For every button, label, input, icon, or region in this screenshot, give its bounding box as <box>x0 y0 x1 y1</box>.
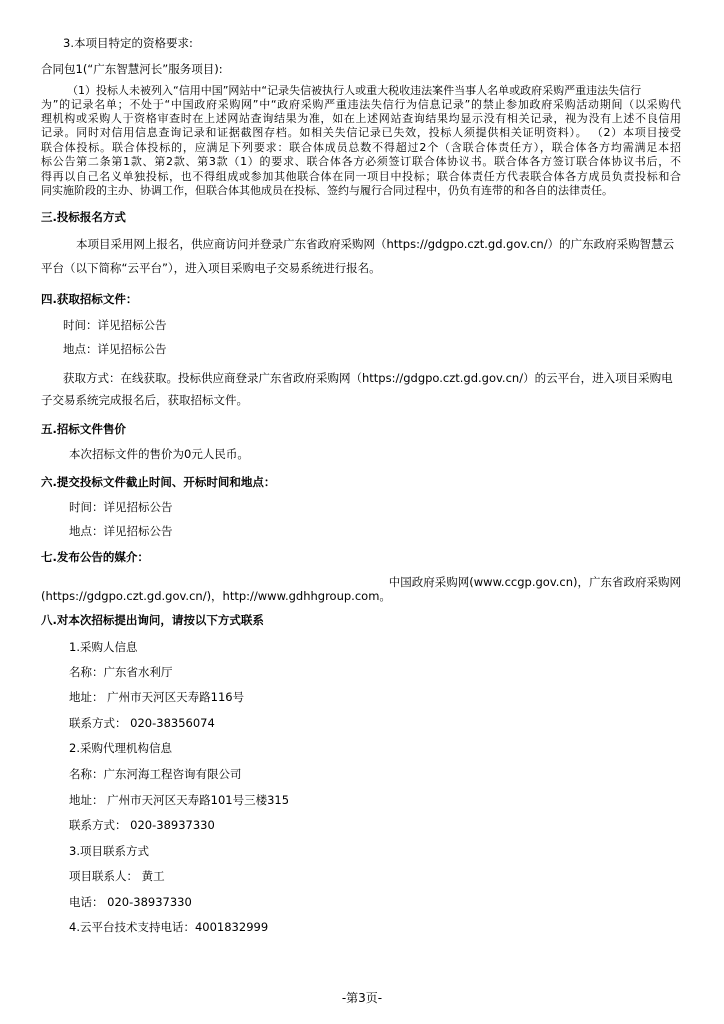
media-line: (https://gdgpo.czt.gd.gov.cn/)，http://www.gdhhgroup.com。 <box>41 589 391 603</box>
requirement-line: 同实施阶段的主办、协调工作，但联合体其他成员在投标、签约与履行合同过程中，仍负有连带的和各自的法律责任。 <box>41 184 613 197</box>
docs-method: 获取方式：在线获取。投标供应商登录广东省政府采购网（https://gdgpo.czt.gd.gov.cn/）的云平台，进入项目采购电 <box>63 371 673 385</box>
purchaser-name: 名称：广东省水利厅 <box>69 665 173 679</box>
requirement-line: 理机构或采购人于资格审查时在上述网站查询结果为准，如在上述网站查询结果均显示没有相关记录，视为没有上述不良信用 <box>41 112 681 125</box>
doc-price: 本次招标文件的售价为0元人民币。 <box>69 447 249 461</box>
agency-phone: 联系方式： 020-38937330 <box>69 818 215 832</box>
section-7-heading: 七.发布公告的媒介： <box>41 550 149 564</box>
contract-package: 合同包1(“广东智慧河长”服务项目): <box>41 62 223 76</box>
requirement-line: 为”的记录名单；不处于“中国政府采购网”中“政府采购严重违法失信行为信息记录”的禁止参加政府采购活动期间（以采购代 <box>41 98 681 111</box>
purchaser-title: 1.采购人信息 <box>69 640 138 654</box>
section-3-heading: 三.投标报名方式 <box>41 210 126 224</box>
section-8-heading: 八.对本次招标提出询问，请按以下方式联系 <box>41 613 264 627</box>
cloud-support-phone: 4.云平台技术支持电话：4001832999 <box>69 920 269 934</box>
requirement-line: 记录。同时对信用信息查询记录和证据截图存档。如相关失信记录已失效，投标人须提供相关证明资料）。 （2）本项目接受 <box>41 126 681 139</box>
project-contact-person: 项目联系人： 黄工 <box>69 869 165 883</box>
requirement-line: 联合体投标。联合体投标的，应满足下列要求：联合体成员总数不得超过2个（含联合体责任方），联合体各方均需满足本招 <box>41 141 681 154</box>
page-number: -第3页- <box>341 991 383 1005</box>
requirement-line: 标公告第二条第1款、第2款、第3款（1）的要求、联合体各方必须签订联合体协议书。联合体各方签订联合体协议书后，不 <box>41 155 681 168</box>
submission-place: 地点：详见招标公告 <box>69 524 173 538</box>
submission-time: 时间：详见招标公告 <box>69 500 173 514</box>
registration-text: 平台（以下简称“云平台”），进入项目采购电子交易系统进行报名。 <box>41 261 381 275</box>
registration-text: 本项目采用网上报名，供应商访问并登录广东省政府采购网（https://gdgpo.czt.gd.gov.cn/）的广东政府采购智慧云 <box>76 237 675 251</box>
purchaser-phone: 联系方式： 020-38356074 <box>69 716 215 730</box>
section-4-heading: 四.获取招标文件： <box>41 292 138 306</box>
project-contact-title: 3.项目联系方式 <box>69 844 149 858</box>
section-5-heading: 五.招标文件售价 <box>41 422 126 436</box>
agency-address: 地址： 广州市天河区天寿路101号三楼315 <box>69 793 290 807</box>
requirements-heading: 3.本项目特定的资格要求: <box>63 36 193 50</box>
docs-time: 时间：详见招标公告 <box>63 318 167 332</box>
project-contact-phone: 电话： 020-38937330 <box>69 895 192 909</box>
docs-place: 地点：详见招标公告 <box>63 342 167 356</box>
purchaser-address: 地址： 广州市天河区天寿路116号 <box>69 690 245 704</box>
agency-name: 名称：广东河海工程咨询有限公司 <box>69 767 242 781</box>
media-line: 中国政府采购网(www.ccgp.gov.cn)，广东省政府采购网 <box>388 575 681 589</box>
requirement-line: 得再以自己名义单独投标，也不得组成或参加其他联合体在同一项目中投标；联合体责任方代表联合体各方成员负责投标和合 <box>41 170 681 183</box>
section-6-heading: 六.提交投标文件截止时间、开标时间和地点： <box>41 475 276 489</box>
docs-method: 子交易系统完成报名后，获取招标文件。 <box>41 393 248 407</box>
requirement-line: （1）投标人未被列入“信用中国”网站中“记录失信被执行人或重大税收违法案件当事人名单或政府采购严重违法失信行 <box>67 84 642 97</box>
agency-title: 2.采购代理机构信息 <box>69 741 172 755</box>
